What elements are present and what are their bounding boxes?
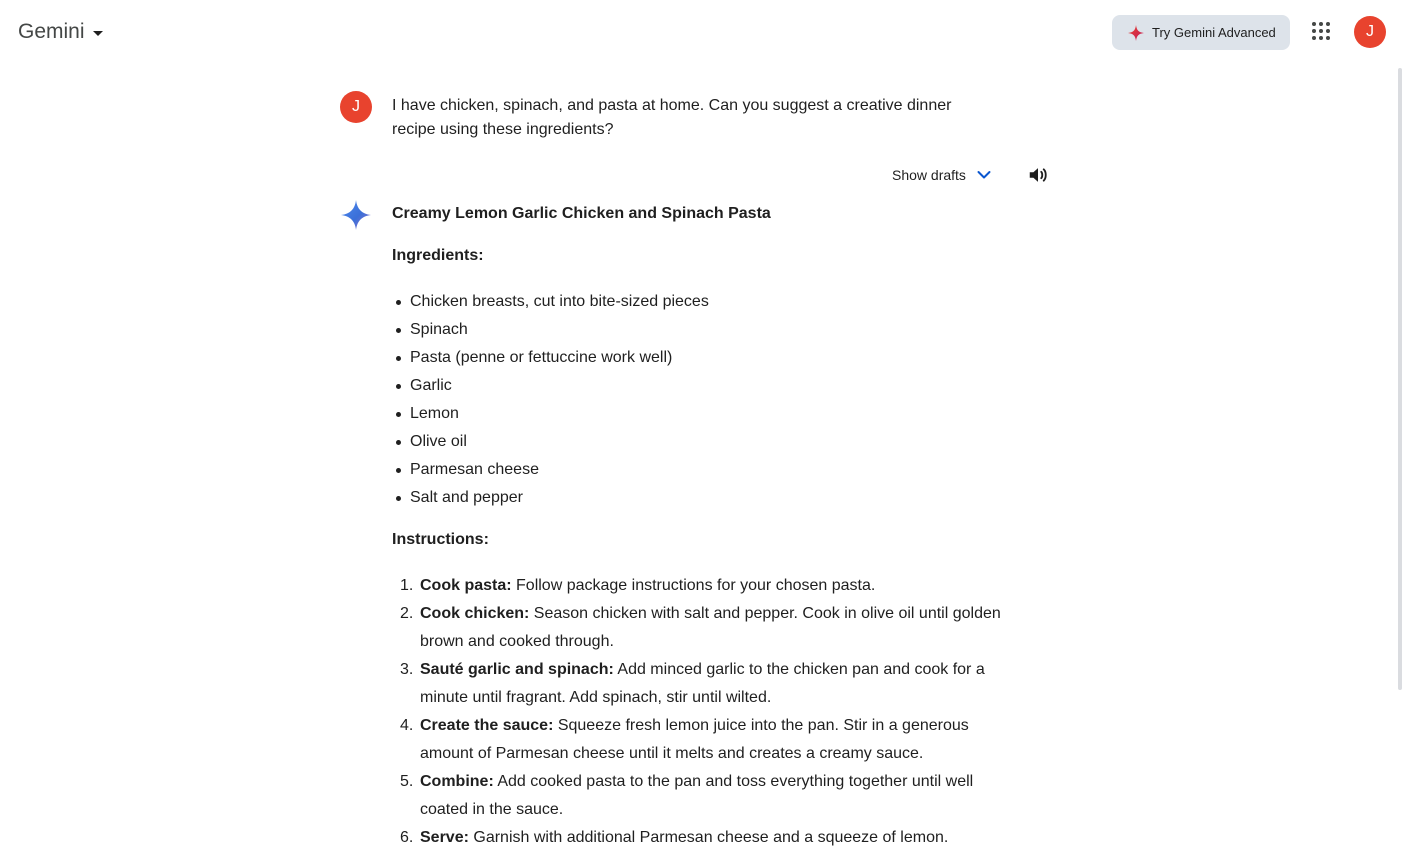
show-drafts-label: Show drafts — [892, 167, 966, 183]
top-bar — [0, 0, 1403, 64]
chevron-down-icon — [976, 167, 992, 183]
step-text: Garnish with additional Parmesan cheese and a squeeze of lemon. — [468, 829, 949, 846]
step-number: 1. — [400, 577, 414, 594]
read-aloud-button[interactable] — [1025, 162, 1051, 188]
try-gemini-advanced-button[interactable] — [1112, 15, 1290, 50]
step-number: 3. — [400, 661, 414, 678]
list-item: Lemon — [392, 400, 1012, 428]
scrollbar[interactable] — [1398, 68, 1402, 690]
step-title: Cook pasta: — [420, 577, 512, 594]
list-item: Spinach — [392, 316, 1012, 344]
ingredients-list — [392, 288, 1012, 512]
list-item: Olive oil — [392, 428, 1012, 456]
user-avatar: J — [340, 91, 372, 123]
list-item — [392, 656, 1012, 712]
gemini-star-icon — [340, 199, 372, 231]
step-number: 5. — [400, 773, 414, 790]
account-avatar[interactable]: J — [1354, 16, 1386, 48]
try-gemini-advanced-label: Try Gemini Advanced — [1152, 25, 1276, 40]
list-item — [392, 768, 1012, 824]
list-item: Pasta (penne or fettuccine work well) — [392, 344, 1012, 372]
list-item: Salt and pepper — [392, 484, 1012, 512]
step-text: Add minced garlic to the chicken pan and cook for a minute until fragrant. Add spinach, stir until wilted. — [420, 661, 985, 706]
step-title: Sauté garlic and spinach: — [420, 661, 614, 678]
brand-name: Gemini — [18, 20, 85, 43]
step-text: Squeeze fresh lemon juice into the pan. Stir in a generous amount of Parmesan cheese until it melts and creates a creamy sauce. — [420, 717, 969, 762]
instructions-heading: Instructions: — [392, 531, 489, 548]
step-number: 4. — [400, 717, 414, 734]
ingredients-heading: Ingredients: — [392, 247, 484, 264]
step-number: 6. — [400, 829, 414, 846]
apps-grid-icon[interactable] — [1311, 21, 1333, 43]
show-drafts-button[interactable] — [884, 160, 1000, 190]
list-item: Parmesan cheese — [392, 456, 1012, 484]
sparkle-icon — [1128, 25, 1144, 41]
step-title: Combine: — [420, 773, 494, 790]
user-query: I have chicken, spinach, and pasta at home. Can you suggest a creative dinner recipe using these ingredients? — [392, 97, 952, 138]
step-text: Add cooked pasta to the pan and toss everything together until well coated in the sauce. — [420, 773, 974, 818]
step-title: Serve: — [420, 829, 469, 846]
step-text: Follow package instructions for your chosen pasta. — [511, 577, 876, 594]
step-title: Cook chicken: — [420, 605, 530, 622]
list-item — [392, 572, 1012, 600]
step-number: 2. — [400, 605, 414, 622]
list-item: Chicken breasts, cut into bite-sized pieces — [392, 288, 1012, 316]
model-switcher[interactable] — [18, 18, 103, 46]
list-item — [392, 712, 1012, 768]
instructions-list — [392, 572, 1012, 852]
list-item: Garlic — [392, 372, 1012, 400]
step-title: Create the sauce: — [420, 717, 554, 734]
recipe-title: Creamy Lemon Garlic Chicken and Spinach Pasta — [392, 205, 771, 222]
list-item — [392, 824, 1012, 852]
speaker-icon — [1027, 164, 1049, 186]
model-response — [392, 202, 1012, 852]
step-text: Season chicken with salt and pepper. Cook in olive oil until golden brown and cooked through. — [420, 605, 1001, 650]
list-item — [392, 600, 1012, 656]
caret-down-icon — [93, 31, 103, 36]
